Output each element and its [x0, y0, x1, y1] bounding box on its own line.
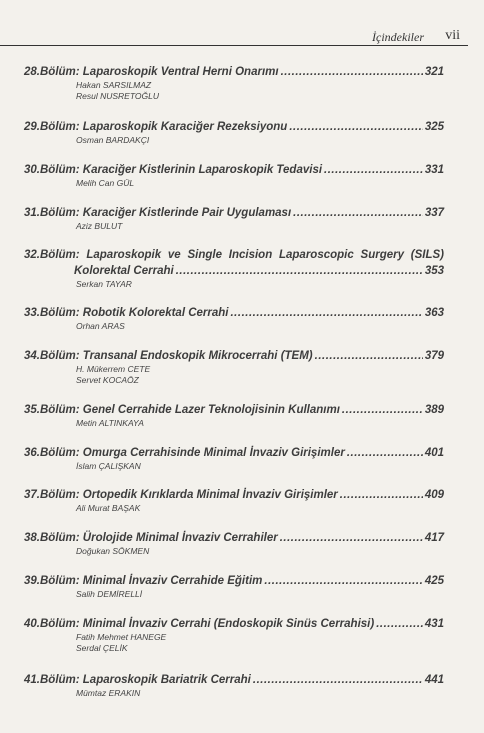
entry-page: 363 [424, 307, 444, 319]
entry-title: 40.Bölüm: Minimal İnvaziv Cerrahi (Endoskopik Sinüs Cerrahisi) [24, 618, 375, 630]
entry-title-cont: Kolorektal Cerrahi [74, 265, 174, 277]
toc-entry [24, 119, 444, 162]
toc-entry [24, 445, 444, 487]
entry-title: 37.Bölüm: Ortopedik Kırıklarda Minimal İnvaziv Girişimler [24, 489, 338, 501]
entry-author: Mümtaz ERAKIN [76, 688, 141, 698]
dot-leader [281, 64, 423, 80]
dot-leader [347, 445, 423, 461]
entry-page: 325 [424, 121, 444, 133]
dot-leader [324, 162, 423, 178]
entry-page: 401 [424, 447, 444, 459]
entry-page: 379 [424, 350, 444, 362]
entry-author: Serdal ÇELİK [76, 643, 128, 653]
entry-author: Melih Can GÜL [76, 178, 135, 188]
dot-leader [280, 530, 423, 546]
toc-entry [24, 487, 444, 530]
entry-author: İslam ÇALIŞKAN [76, 461, 141, 471]
entry-author: Ali Murat BAŞAK [76, 503, 141, 513]
toc-entry [24, 348, 444, 402]
toc-entry [24, 205, 444, 247]
toc-entry [24, 573, 444, 616]
entry-page: 431 [424, 618, 444, 630]
running-title: İçindekiler [372, 30, 424, 44]
dot-leader [230, 305, 422, 321]
dot-leader [315, 348, 423, 364]
entry-author: Metin ALTINKAYA [76, 418, 144, 428]
entry-page: 331 [424, 164, 444, 176]
dot-leader [376, 616, 423, 632]
dot-leader [289, 119, 423, 135]
entry-author: Fatih Mehmet HANEGE [76, 632, 167, 642]
entry-title: 32.Bölüm: Laparoskopik ve Single Incision Laparoscopic Surgery (SILS) [24, 249, 444, 261]
entry-title: 35.Bölüm: Genel Cerrahide Lazer Teknolojisinin Kullanımı [24, 404, 340, 416]
toc-entry [24, 402, 444, 445]
entry-author: H. Mükerrem CETE [76, 364, 151, 374]
entry-page: 425 [424, 575, 444, 587]
entry-author: Osman BARDAKÇI [76, 135, 150, 145]
entry-author: Orhan ARAS [76, 321, 125, 331]
entry-title: 31.Bölüm: Karaciğer Kistlerinde Pair Uygulaması [24, 207, 292, 219]
dot-leader [340, 487, 423, 503]
dot-leader [342, 402, 423, 418]
entry-title: 39.Bölüm: Minimal İnvaziv Cerrahide Eğitim [24, 575, 263, 587]
entry-author: Aziz BULUT [76, 221, 123, 231]
entry-page: 409 [424, 489, 444, 501]
entry-author: Doğukan SÖKMEN [76, 546, 150, 556]
toc-entry [24, 530, 444, 573]
entry-author: Salih DEMİRELLİ [76, 589, 143, 599]
toc-entry [24, 162, 444, 205]
entry-author: Serkan TAYAR [76, 279, 132, 289]
dot-leader [176, 263, 423, 279]
header-rule [0, 45, 468, 46]
dot-leader [264, 573, 422, 589]
entry-title: 28.Bölüm: Laparoskopik Ventral Herni Onarımı [24, 66, 279, 78]
page-number: vii [445, 28, 460, 43]
table-of-contents [24, 64, 444, 702]
dot-leader [253, 672, 423, 688]
toc-entry [24, 616, 444, 672]
toc-entry [24, 64, 444, 119]
entry-page: 353 [424, 265, 444, 277]
entry-title: 33.Bölüm: Robotik Kolorektal Cerrahi [24, 307, 229, 319]
entry-author: Servet KOCAÖZ [76, 375, 139, 385]
toc-entry [24, 247, 444, 305]
entry-title: 38.Bölüm: Ürolojide Minimal İnvaziv Cerrahiler [24, 532, 278, 544]
entry-page: 321 [424, 66, 444, 78]
entry-title: 30.Bölüm: Karaciğer Kistlerinin Laparoskopik Tedavisi [24, 164, 323, 176]
entry-author: Resul NUSRETOĞLU [76, 91, 159, 101]
entry-title: 36.Bölüm: Omurga Cerrahisinde Minimal İnvaziv Girişimler [24, 447, 345, 459]
entry-author: Hakan SARSILMAZ [76, 80, 152, 90]
entry-title: 34.Bölüm: Transanal Endoskopik Mikrocerrahi (TEM) [24, 350, 313, 362]
toc-entry [24, 672, 444, 702]
entry-title: 29.Bölüm: Laparoskopik Karaciğer Rezeksiyonu [24, 121, 288, 133]
entry-page: 337 [424, 207, 444, 219]
entry-page: 441 [424, 674, 444, 686]
toc-entry [24, 305, 444, 348]
entry-page: 417 [424, 532, 444, 544]
entry-page: 389 [424, 404, 444, 416]
running-header [0, 28, 484, 44]
entry-title: 41.Bölüm: Laparoskopik Bariatrik Cerrahi [24, 674, 251, 686]
dot-leader [293, 205, 423, 221]
